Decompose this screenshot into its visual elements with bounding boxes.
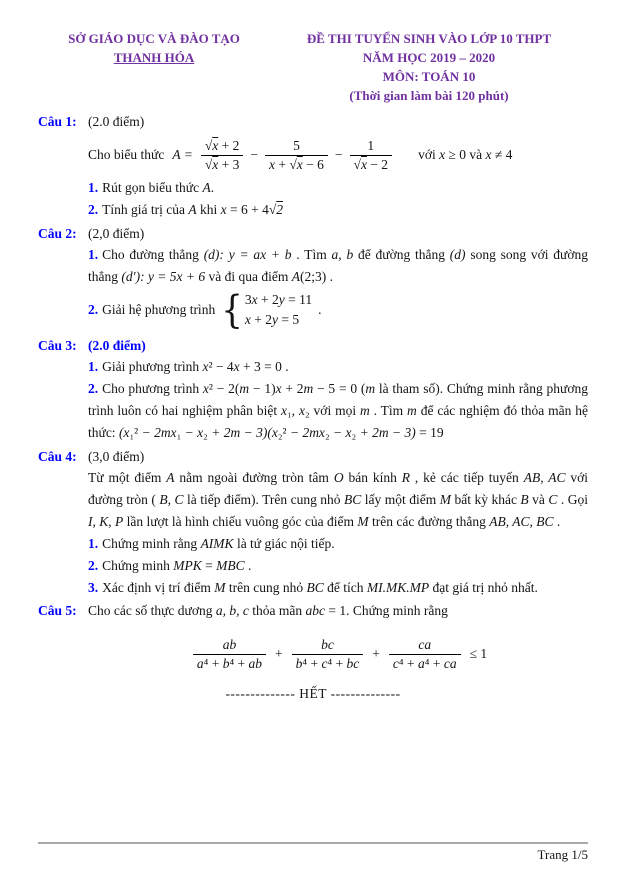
fraction-2-denominator: x + √x − 6 <box>265 155 328 174</box>
question-5 <box>38 600 588 702</box>
item-text: Chứng minh rằng AIMK là tứ giác nội tiếp. <box>102 535 335 551</box>
question-2 <box>38 223 588 331</box>
question-1-item-2 <box>88 199 588 221</box>
system-equations <box>245 290 312 331</box>
item-text: Giải phương trình x² − 4x + 3 = 0 . <box>102 359 289 375</box>
fraction-1 <box>201 137 244 173</box>
item-text: Chứng minh MPK = MBC . <box>102 557 252 573</box>
question-2-item-2 <box>88 287 588 333</box>
item-text: Cho đường thẳng (d): y = ax + b . Tìm a, b để đường thẳng (d) song song với đường thẳng (d′): y = 5x + 6 và đi qua điểm A(2;3) . <box>88 247 589 285</box>
question-4 <box>38 446 588 599</box>
exam-title-block <box>270 30 588 105</box>
item-text: Tính giá trị của A khi x = 6 + 4√2 <box>102 201 284 217</box>
fraction-3-numerator: 1 <box>367 137 375 153</box>
question-1-item-1 <box>88 177 588 199</box>
item-number: 2. <box>88 381 99 397</box>
question-4-label: Câu 4: <box>38 448 77 464</box>
plus-operator-2: + <box>372 646 380 662</box>
fraction-2-numerator: 5 <box>293 137 300 153</box>
question-4-item-3 <box>88 577 588 599</box>
domain-condition: với x ≥ 0 và x ≠ 4 <box>418 147 513 163</box>
fraction-ab <box>193 636 266 672</box>
question-1-label: Câu 1: <box>38 114 77 130</box>
fraction-bc-denominator: b⁴ + c⁴ + bc <box>292 654 364 673</box>
inequality-rhs: ≤ 1 <box>469 646 488 662</box>
question-1 <box>38 111 588 220</box>
question-4-item-1 <box>88 533 588 555</box>
item-text: Rút gọn biểu thức A. <box>102 180 215 196</box>
fraction-ca-numerator: ca <box>418 636 432 652</box>
question-4-statement: Từ một điểm A nằm ngoài đường tròn tâm O bán kính R , kẻ các tiếp tuyến AB, AC với đường tròn ( B, C là tiếp điểm). Trên cung nhỏ BC lấy một điểm M bất kỳ khác B và C . Gọi I, K, P lần lượt là hình chiếu vuông góc của điểm M trên các đường thẳng AB, AC, BC . <box>88 470 589 529</box>
question-3 <box>38 335 588 444</box>
item-number: 1. <box>88 180 99 196</box>
minus-operator-2: − <box>334 147 343 163</box>
question-1-points: (2.0 điểm) <box>88 114 145 130</box>
item-number: 2. <box>88 302 99 318</box>
item-text: Giải hệ phương trình <box>102 302 216 318</box>
item-number: 2. <box>88 201 99 217</box>
question-3-item-2 <box>88 378 588 444</box>
department-name: SỞ GIÁO DỤC VÀ ĐÀO TẠO <box>68 31 240 46</box>
question-5-inequality <box>88 636 588 672</box>
equation-1: 3x + 2y = 11 <box>244 292 313 308</box>
item-text: Cho phương trình x² − 2(m − 1)x + 2m − 5 = 0 (m là tham số). Chứng minh rằng phương trình luôn có hai nghiệm phân biệt x₁, x₂ với mọi m . Tìm m để các nghiệm đó thỏa mãn hệ thức: (x₁² − 2mx₁ − x₂ + 2m − 3)(x₂² − 2mx₂ − x₂ + 2m − 3) = 19 <box>88 381 588 440</box>
item-number: 1. <box>88 247 99 263</box>
question-4-points: (3,0 điểm) <box>88 448 145 464</box>
question-3-label: Câu 3: <box>38 337 77 353</box>
minus-operator-1: − <box>250 147 258 163</box>
question-1-expression <box>88 137 588 173</box>
question-2-label: Câu 2: <box>38 225 77 241</box>
fraction-bc-numerator: bc <box>321 636 334 652</box>
question-2-item-1 <box>88 244 588 288</box>
trailing-period: . <box>318 302 322 318</box>
fraction-1-denominator: √x + 3 <box>201 155 244 174</box>
issuer-block <box>38 30 270 105</box>
question-2-points: (2,0 điểm) <box>88 225 145 241</box>
question-4-item-2 <box>88 555 588 577</box>
fraction-ca-denominator: c⁴ + a⁴ + ca <box>389 654 461 673</box>
question-5-label: Câu 5: <box>38 603 77 619</box>
fraction-1-numerator: √x + 2 <box>204 137 240 153</box>
expression-intro: Cho biểu thức <box>88 147 165 163</box>
exam-title: ĐỀ THI TUYỂN SINH VÀO LỚP 10 THPT <box>306 31 552 46</box>
fraction-ab-denominator: a⁴ + b⁴ + ab <box>193 654 266 673</box>
fraction-2 <box>265 137 328 173</box>
document-header <box>38 30 588 105</box>
duration-line: (Thời gian làm bài 120 phút) <box>349 87 509 103</box>
end-of-exam-marker: -------------- HẾT -------------- <box>225 686 401 702</box>
province-name: THANH HÓA <box>113 49 195 65</box>
system-of-equations <box>221 287 313 333</box>
school-year: NĂM HỌC 2019 – 2020 <box>362 49 496 65</box>
fraction-ab-numerator: ab <box>222 636 237 652</box>
item-number: 1. <box>88 535 99 551</box>
item-text: Xác định vị trí điểm M trên cung nhỏ BC để tích MI.MK.MP đạt giá trị nhỏ nhất. <box>102 579 538 595</box>
item-number: 3. <box>88 579 99 595</box>
fraction-3 <box>350 137 393 173</box>
question-3-points: (2.0 điểm) <box>88 337 146 353</box>
expression-lhs: A = <box>172 147 193 163</box>
item-number: 2. <box>88 557 99 573</box>
fraction-bc <box>292 636 364 672</box>
fraction-3-denominator: √x − 2 <box>350 155 393 174</box>
page-number: Trang 1/5 <box>537 847 588 862</box>
left-brace-icon: { <box>221 287 243 333</box>
plus-operator-1: + <box>275 646 283 662</box>
fraction-ca <box>389 636 461 672</box>
item-number: 1. <box>88 359 99 375</box>
question-5-statement: Cho các số thực dương a, b, c thỏa mãn abc = 1. Chứng minh rằng <box>88 603 448 619</box>
page-footer <box>38 842 588 863</box>
equation-2: x + 2y = 5 <box>244 312 300 328</box>
subject-line: MÔN: TOÁN 10 <box>382 68 476 84</box>
question-3-item-1 <box>88 356 588 378</box>
